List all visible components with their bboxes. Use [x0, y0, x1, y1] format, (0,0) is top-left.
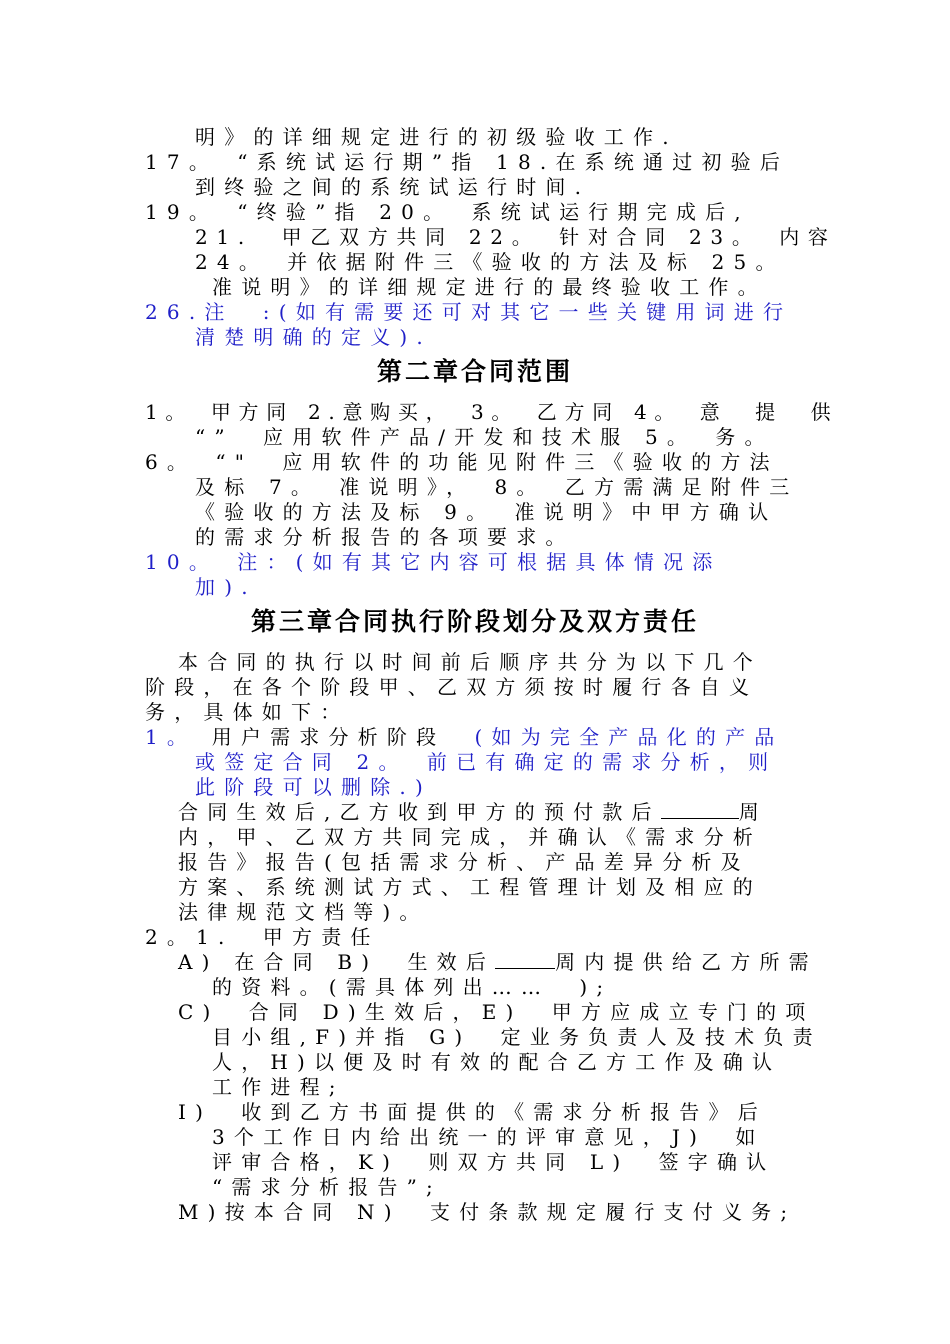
- duty-line: I) 收到乙方书面提供的《需求分析报告》后: [178, 1100, 767, 1124]
- duty-line: 评审合格，K) 则双方共同 L) 签字确认: [212, 1150, 776, 1174]
- scope-line: 6。 “" 应用软件的功能见附件三《验收的方法: [145, 450, 779, 474]
- scope-line: 1。 甲方同 2.意购买， 3。 乙方同 4。 意 提 供: [145, 400, 839, 424]
- definition-line: 21. 甲乙双方共同 22。 针对合同 23。 内容: [195, 225, 837, 249]
- duty-line: “需求分析报告”;: [212, 1175, 442, 1199]
- definition-line: 准说明》的详细规定进行的最终验收工作。: [212, 275, 767, 299]
- intro-line: 本合同的执行以时间前后顺序共分为以下几个: [178, 650, 762, 674]
- note-26: 26.注 :(如有需要还可对其它一些关键用词进行: [145, 300, 793, 324]
- party-a-heading: 2。1. 甲方责任: [145, 925, 380, 949]
- stage-1-para-line: [178, 800, 768, 824]
- stage-1-title: 用户需求分析阶段: [211, 725, 475, 749]
- chapter-3-heading: 第三章合同执行阶段划分及双方责任: [250, 607, 699, 636]
- duty-line: 目小组,F)并指 G) 定业务负责人及技术负责: [212, 1025, 822, 1049]
- duty-line: [178, 950, 818, 974]
- intro-line: 阶段，在各个阶段甲、乙双方须按时履行各自义: [145, 675, 759, 699]
- duty-line: 3个工作日内给出统一的评审意见，J) 如: [212, 1125, 765, 1149]
- weeks-blank: [661, 800, 739, 819]
- duty-line: 工作进程;: [212, 1075, 345, 1099]
- duty-line: M)按本合同 N) 支付条款规定履行支付义务;: [178, 1200, 797, 1224]
- duty-line: C) 合同 D)生效后，E) 甲方应成立专门的项: [178, 1000, 815, 1024]
- para-text: 周: [738, 800, 768, 824]
- para-text: 合同生效后,乙方收到甲方的预付款后: [178, 800, 661, 824]
- definition-line: 到终验之间的系统试运行时间.: [195, 175, 591, 199]
- stage-1-para-line: 方案、系统测试方式、工程管理计划及相应的: [178, 875, 762, 899]
- stage-1-note-cont: 或签定合同 2。 前已有确定的需求分析，则: [195, 750, 778, 774]
- weeks-blank: [495, 950, 555, 969]
- duty-text: 周内提供给乙方所需: [555, 950, 818, 974]
- intro-line: 务，具体如下：: [145, 700, 350, 724]
- scope-line: “” 应用软件产品/开发和技术服 5。 务。: [195, 425, 774, 449]
- definition-line: 24。 并依据附件三《验收的方法及标 25。: [195, 250, 785, 274]
- stage-1-para-line: 内，甲、乙双方共同完成，并确认《需求分析: [178, 825, 762, 849]
- note-10-cont: 加).: [195, 575, 257, 599]
- duty-line: 的资料。(需具体列出…… );: [212, 975, 613, 999]
- scope-line: 及标 7。 准说明》， 8。 乙方需满足附件三: [195, 475, 799, 499]
- scope-line: 《验收的方法及标 9。 准说明》中甲方确认: [195, 500, 778, 524]
- duty-line: 人，H)以便及时有效的配合乙方工作及确认: [212, 1050, 782, 1074]
- note-10: 10。 注：(如有其它内容可根据具体情况添: [145, 550, 722, 574]
- duty-text: A) 在合同 B) 生效后: [178, 950, 496, 974]
- note-26-cont: 清楚明确的定义).: [195, 325, 432, 349]
- stage-1-note-cont: 此阶段可以删除.): [195, 775, 432, 799]
- chapter-2-heading: 第二章合同范围: [376, 357, 573, 386]
- stage-1-note: (如为完全产品化的产品: [474, 725, 784, 749]
- stage-1-para-line: 法律规范文档等)。: [178, 900, 429, 924]
- stage-1-para-line: 报告》报告(包括需求分析、产品差异分析及: [178, 850, 750, 874]
- definition-line: 19。 “终验”指 20。 系统试运行期完成后,: [145, 200, 750, 224]
- stage-1-number: 1。: [145, 725, 197, 749]
- scope-line: 的需求分析报告的各项要求。: [195, 525, 575, 549]
- definition-line: 17。 “系统试运行期”指 18.在系统通过初验后: [145, 150, 790, 174]
- stage-1-line: [145, 725, 784, 749]
- definition-line: 明》的详细规定进行的初级验收工作.: [195, 125, 678, 149]
